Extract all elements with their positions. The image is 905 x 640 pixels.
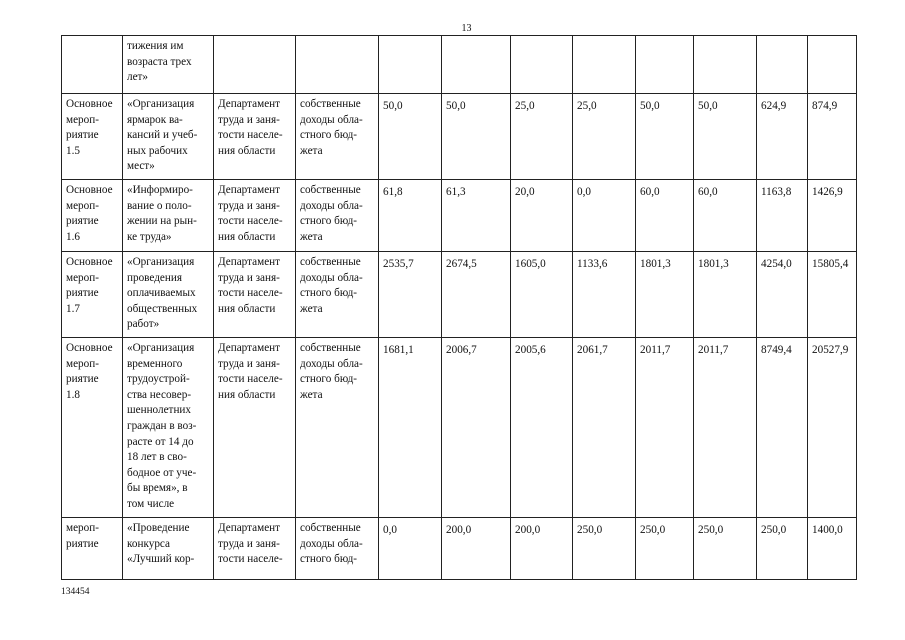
value-cell bbox=[573, 36, 636, 94]
funding-source-cell: собственные доходы обла- стного бюд- жета bbox=[296, 94, 379, 180]
executor-cell: Департамент труда и заня- тости населе- bbox=[214, 518, 296, 580]
activity-name-cell: «Организация временного трудоустрой- ства несовер- шеннолетних граждан в воз- расте от 14 до 18 лет в сво- бодное от уче- бы время», в том числе bbox=[123, 338, 214, 518]
value-cell bbox=[808, 36, 857, 94]
table-row bbox=[62, 252, 857, 338]
value-cell: 60,0 bbox=[694, 180, 757, 252]
value-cell: 25,0 bbox=[573, 94, 636, 180]
funding-source-cell bbox=[296, 36, 379, 94]
value-cell: 1801,3 bbox=[694, 252, 757, 338]
value-cell: 874,9 bbox=[808, 94, 857, 180]
value-cell: 50,0 bbox=[694, 94, 757, 180]
table-row bbox=[62, 94, 857, 180]
value-cell bbox=[757, 36, 808, 94]
value-cell: 1133,6 bbox=[573, 252, 636, 338]
executor-cell: Департамент труда и заня- тости населе- ния области bbox=[214, 94, 296, 180]
value-cell: 2535,7 bbox=[379, 252, 442, 338]
value-cell bbox=[379, 36, 442, 94]
document-id: 134454 bbox=[61, 587, 90, 597]
value-cell: 60,0 bbox=[636, 180, 694, 252]
value-cell: 0,0 bbox=[379, 518, 442, 580]
funding-source-cell: собственные доходы обла- стного бюд- жета bbox=[296, 338, 379, 518]
value-cell bbox=[636, 36, 694, 94]
activity-code-cell bbox=[62, 36, 123, 94]
value-cell: 250,0 bbox=[636, 518, 694, 580]
value-cell: 1605,0 bbox=[511, 252, 573, 338]
activity-name-cell: тижения им возраста трех лет» bbox=[123, 36, 214, 94]
funding-source-cell: собственные доходы обла- стного бюд- жета bbox=[296, 180, 379, 252]
executor-cell: Департамент труда и заня- тости населе- ния области bbox=[214, 338, 296, 518]
value-cell: 61,3 bbox=[442, 180, 511, 252]
value-cell: 2061,7 bbox=[573, 338, 636, 518]
value-cell: 20,0 bbox=[511, 180, 573, 252]
value-cell: 8749,4 bbox=[757, 338, 808, 518]
activity-name-cell: «Организация ярмарок ва- кансий и учеб- ных рабочих мест» bbox=[123, 94, 214, 180]
value-cell: 50,0 bbox=[442, 94, 511, 180]
value-cell: 4254,0 bbox=[757, 252, 808, 338]
value-cell: 1163,8 bbox=[757, 180, 808, 252]
page-number: 13 bbox=[461, 23, 472, 34]
value-cell bbox=[442, 36, 511, 94]
value-cell: 15805,4 bbox=[808, 252, 857, 338]
budget-table bbox=[61, 35, 857, 580]
value-cell: 61,8 bbox=[379, 180, 442, 252]
value-cell bbox=[511, 36, 573, 94]
activity-name-cell: «Информиро- вание о поло- жении на рын- ке труда» bbox=[123, 180, 214, 252]
executor-cell: Департамент труда и заня- тости населе- ния области bbox=[214, 252, 296, 338]
funding-source-cell: собственные доходы обла- стного бюд- жета bbox=[296, 252, 379, 338]
value-cell: 1426,9 bbox=[808, 180, 857, 252]
executor-cell: Департамент труда и заня- тости населе- ния области bbox=[214, 180, 296, 252]
value-cell: 2674,5 bbox=[442, 252, 511, 338]
value-cell: 250,0 bbox=[757, 518, 808, 580]
value-cell bbox=[694, 36, 757, 94]
value-cell: 2005,6 bbox=[511, 338, 573, 518]
activity-code-cell: Основное мероп- риятие 1.7 bbox=[62, 252, 123, 338]
value-cell: 25,0 bbox=[511, 94, 573, 180]
value-cell: 1400,0 bbox=[808, 518, 857, 580]
value-cell: 2011,7 bbox=[636, 338, 694, 518]
activity-name-cell: «Организация проведения оплачиваемых общественных работ» bbox=[123, 252, 214, 338]
value-cell: 50,0 bbox=[379, 94, 442, 180]
table-row bbox=[62, 36, 857, 94]
value-cell: 250,0 bbox=[694, 518, 757, 580]
value-cell: 50,0 bbox=[636, 94, 694, 180]
value-cell: 2011,7 bbox=[694, 338, 757, 518]
value-cell: 20527,9 bbox=[808, 338, 857, 518]
executor-cell bbox=[214, 36, 296, 94]
activity-code-cell: Основное мероп- риятие 1.5 bbox=[62, 94, 123, 180]
value-cell: 0,0 bbox=[573, 180, 636, 252]
value-cell: 624,9 bbox=[757, 94, 808, 180]
value-cell: 1801,3 bbox=[636, 252, 694, 338]
funding-source-cell: собственные доходы обла- стного бюд- bbox=[296, 518, 379, 580]
activity-code-cell: мероп- риятие bbox=[62, 518, 123, 580]
value-cell: 200,0 bbox=[442, 518, 511, 580]
table-row bbox=[62, 518, 857, 580]
table-row bbox=[62, 180, 857, 252]
value-cell: 250,0 bbox=[573, 518, 636, 580]
value-cell: 200,0 bbox=[511, 518, 573, 580]
activity-code-cell: Основное мероп- риятие 1.6 bbox=[62, 180, 123, 252]
table-body bbox=[62, 36, 857, 580]
activity-code-cell: Основное мероп- риятие 1.8 bbox=[62, 338, 123, 518]
activity-name-cell: «Проведение конкурса «Лучший кор- bbox=[123, 518, 214, 580]
table-row bbox=[62, 338, 857, 518]
value-cell: 2006,7 bbox=[442, 338, 511, 518]
value-cell: 1681,1 bbox=[379, 338, 442, 518]
